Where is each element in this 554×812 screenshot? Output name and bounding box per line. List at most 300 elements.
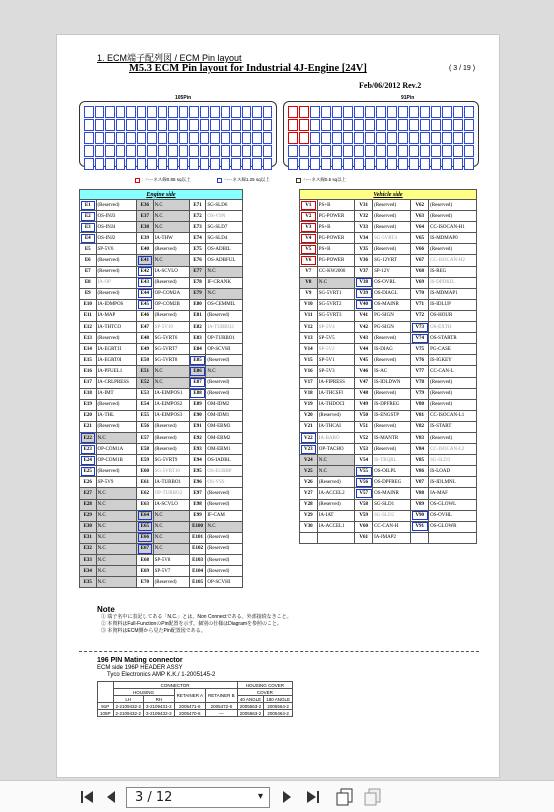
two-page-button[interactable] [362,787,384,807]
pin-function: CC-ISOCAN-H1 [429,222,477,233]
connector-pin [453,145,463,157]
pin-number: E74 [189,233,206,244]
pin-function: (Reserved) [429,432,477,443]
pin-number: V3 [300,222,318,233]
connector-pin [189,119,199,131]
connector-pin [365,145,375,157]
pin-function: SP-5V2 [317,344,355,355]
connector-pin [332,145,342,157]
pin-number: E80 [189,299,206,310]
pin-row [80,288,243,299]
pin-function: IA-OP [96,277,137,288]
pin-function: (Reserved) [206,532,243,543]
connector-pin [168,119,178,131]
pin-number: V18 [300,388,318,399]
pin-function: IS-TRQRL [373,455,411,466]
pin-row [300,333,477,344]
legend-085: : ハーネス線0.85 sq以上 [135,177,191,183]
pin-number: V17 [300,377,318,388]
pin-function: OP-TURBO1 [206,333,243,344]
pin-number: V9 [300,288,318,299]
pin-function: (Reserved) [429,388,477,399]
connector-pin [299,132,309,144]
pin-function: IS-DPFREG [373,399,411,410]
connector-pin [288,119,298,131]
pin-number: E44 [137,288,154,299]
connector-pin [263,119,273,131]
pin-function: OS-MAINR [373,299,411,310]
pin-function: (Reserved) [373,421,411,432]
connector-pin [310,119,320,131]
pin-number: E53 [137,388,154,399]
pin-function: IA-EGRT1I [96,344,137,355]
pin-row [80,255,243,266]
pin-function: IA-THW [153,233,189,244]
pin-number: E73 [189,222,206,233]
pin-function: IA-FIPRESS [317,377,355,388]
pin-function: OM-EBM3 [206,421,243,432]
pin-function: (Reserved) [96,255,137,266]
pin-function: OS-GLOWR [429,521,477,532]
pin-function: N.C [96,510,137,521]
pin-function: IA-ACCEL2 [317,488,355,499]
pin-number: E18 [80,388,97,399]
pin-row [300,310,477,321]
pin-number: E94 [189,455,206,466]
mating-title: 196 PIN Mating connector [97,657,183,664]
pin-row [300,521,477,532]
pin-function: OS-HOUR [429,310,477,321]
connector-pin [252,106,262,118]
pin-function: (Reserved) [153,244,189,255]
pin-number: V53 [355,444,373,455]
pin-number: E100 [189,521,206,532]
pin-function: CC-ISOCAN-L2 [429,444,477,455]
pin-number: E10 [80,299,97,310]
pin-number: E33 [80,555,97,566]
pin-number: V24 [300,455,318,466]
pin-function: OS-EGRBP [206,466,243,477]
pin-function: SG-5VRT6 [153,333,189,344]
pin-function: IA-SCVLO [153,499,189,510]
connector-pin [310,132,320,144]
pin-function: OP-SCVHI [206,577,243,588]
pin-function: OM-IDM1 [206,410,243,421]
pin-number: E59 [137,455,154,466]
pin-function: OM-EBM1 [206,444,243,455]
pin-row [80,200,243,211]
connector-pin [116,119,126,131]
connector-pin [354,158,364,170]
pin-number: E66 [137,532,154,543]
connector-pin [231,145,241,157]
pin-number: V77 [411,366,429,377]
fit-page-icon [336,788,354,806]
pin-function: OS-GLOWL [429,499,477,510]
pin-function: SG-5VRT2 [317,299,355,310]
pin-function: OP-COM2B [153,299,189,310]
pin-function: (Reserved) [429,399,477,410]
connector-pin [420,145,430,157]
pin-number: E103 [189,555,206,566]
pin-number: V7 [300,266,318,277]
pin-number: E2 [80,211,97,222]
connector-pin [431,119,441,131]
legend-125: ハーネス線1.25 sq以上 [217,177,270,183]
pin-number: V70 [411,288,429,299]
connector-pin [409,132,419,144]
last-page-icon [305,789,321,805]
pin-function: N.C [153,532,189,543]
connector-pin [242,106,252,118]
connector-pin [158,106,168,118]
pin-function: SG-5VRT10 [153,466,189,477]
pin-number: V46 [355,366,373,377]
pin-function [429,532,477,543]
pin-function: SP-5V10 [153,322,189,333]
pin-number: E57 [137,432,154,443]
connector-pin [321,145,331,157]
pin-function: (Reserved) [206,488,243,499]
pin-function: SG-SLD6 [206,200,243,211]
pin-function: (Reserved) [153,577,189,588]
connector-pin [242,119,252,131]
pin-number: E29 [80,510,97,521]
pin-number: E93 [189,444,206,455]
fit-page-button[interactable] [334,787,356,807]
pin-number: V38 [355,277,373,288]
pin-function: (Reserved) [206,499,243,510]
pin-number: V48 [355,388,373,399]
first-page-button[interactable] [76,787,98,807]
pin-function: OP-COM2A [153,288,189,299]
pin-function: OS-VSN [206,211,243,222]
pin-row [80,432,243,443]
connector-pin [200,132,210,144]
connector-pin [231,119,241,131]
pin-number: E62 [137,488,154,499]
pin-function: IA-THL [96,410,137,421]
pin-function: (Reserved) [373,355,411,366]
pin-function: N.C [96,499,137,510]
pin-function: SG-5VRT3 [317,310,355,321]
pin-row [300,233,477,244]
pin-number: E23 [80,444,97,455]
pin-function: (Reserved) [373,444,411,455]
last-page-button[interactable] [302,787,324,807]
pin-row [80,521,243,532]
two-page-icon [364,788,382,806]
pin-function: (Reserved) [153,432,189,443]
pin-row [80,566,243,577]
pin-number: V14 [300,344,318,355]
connector-pin [221,145,231,157]
pin-number: E88 [189,388,206,399]
pin-number: V44 [355,344,373,355]
pin-number: E32 [80,543,97,554]
pin-number: E92 [189,432,206,443]
pin-function: (Reserved) [96,266,137,277]
connector-pin [321,119,331,131]
pin-function: N.C [153,366,189,377]
pin-number: V62 [411,200,429,211]
pin-row [80,344,243,355]
connector-pin [464,158,474,170]
connector-pin [365,132,375,144]
pin-number: V23 [300,444,318,455]
pin-function: IA-THCAI [317,421,355,432]
connector-pin [464,106,474,118]
pin-function: (Reserved) [96,333,137,344]
pin-row [80,444,243,455]
pin-number: V64 [411,222,429,233]
pin-number: E87 [189,377,206,388]
pin-function: SG-SLD3 [429,455,477,466]
pin-function: N.C [96,543,137,554]
pin-row [300,421,477,432]
connector-pin [168,106,178,118]
pin-number: E54 [137,399,154,410]
pin-function: IS-IDLDWN [373,377,411,388]
pin-function: IA-MAF [429,488,477,499]
connector-pin [200,145,210,157]
pin-row [300,377,477,388]
page-selector[interactable] [126,787,270,808]
pin-number: E70 [137,577,154,588]
mating-cell: 2005472-6 [206,703,238,710]
pin-number: V31 [355,200,373,211]
pin-function: SG-5VRT7 [153,344,189,355]
pin-number: E91 [189,421,206,432]
pin-function: (Reserved) [429,377,477,388]
pin-function: (Reserved) [373,388,411,399]
connector-pin [453,158,463,170]
pin-number: E36 [137,200,154,211]
connector-pin [431,106,441,118]
connector-pin [210,132,220,144]
connector-pin [263,132,273,144]
pin-function: N.C [153,543,189,554]
pin-function [317,532,355,543]
connector-pin [464,119,474,131]
connector-pin [179,145,189,157]
pin-number: E63 [137,499,154,510]
connector-pin [210,145,220,157]
connector-pin [137,106,147,118]
connector-pin [332,119,342,131]
pin-row [300,532,477,543]
pin-number: E47 [137,322,154,333]
pin-function: SP-5V6 [96,244,137,255]
connector-pin [263,158,273,170]
pin-row [300,410,477,421]
pin-number: E55 [137,410,154,421]
pin-number: V89 [411,499,429,510]
connector-pin [126,158,136,170]
pin-number: E24 [80,455,97,466]
pin-number: V58 [355,499,373,510]
pin-number: E90 [189,410,206,421]
pin-row [80,510,243,521]
pin-number: V66 [411,244,429,255]
engine-side-title: Engine side [80,190,243,200]
pin-function: IA-SCVLO [153,266,189,277]
pin-row [300,277,477,288]
pin-number: E96 [189,477,206,488]
pin-function: (Reserved) [96,200,137,211]
divider [79,651,479,652]
mating-cell: 3-2109432-2 [144,710,175,717]
mating-line2: Tyco Electronics AMP K.K./ 1-2005145-2 [107,672,216,678]
connector-pin [387,145,397,157]
note-line: ③ 本資料はECM側から見たPin配置図である。 [101,628,206,634]
pin-function: (Reserved) [96,288,137,299]
pin-number: V33 [355,222,373,233]
connector-pin [299,106,309,118]
connector-pin [179,132,189,144]
pin-function: IA-EIMPOS3 [153,410,189,421]
connector-pin [158,119,168,131]
pin-number: E75 [189,244,206,255]
pin-number: E30 [80,521,97,532]
th-connector: CONNECTOR [113,682,237,689]
connector-pin [431,158,441,170]
connector-pin [221,106,231,118]
connector-91pin [283,101,479,167]
connector-pin [442,158,452,170]
pin-number: E81 [189,310,206,321]
pin-function: OP-COM1A [96,444,137,455]
pin-row [300,344,477,355]
pin-number: E50 [137,355,154,366]
pin-function: (Reserved) [206,543,243,554]
pin-function: (Reserved) [317,410,355,421]
connector-pin [137,132,147,144]
pin-function: IA-THDOCI [317,399,355,410]
pin-function: SG-SLD2 [373,510,411,521]
pin-function: IS-LOAD [429,466,477,477]
connector-pin [310,145,320,157]
pin-number: E71 [189,200,206,211]
pin-number: V37 [355,266,373,277]
note-line: ① 端子名中に表記してある「N.C.」とは、Non Connectである。外部接続なきこと。 [101,614,292,620]
viewer-toolbar [0,780,554,812]
pin-function: N.C [153,200,189,211]
revision-date: Feb/06/2012 Rev.2 [359,81,422,90]
pin-function: N.C [153,211,189,222]
pin-number: E102 [189,543,206,554]
connector-pin [420,119,430,131]
pin-number: V40 [355,299,373,310]
pin-number: E61 [137,477,154,488]
pin-number: E104 [189,566,206,577]
pin-function: CC-CAN-H [373,521,411,532]
connector-pin [299,119,309,131]
pin-function: SG-5VRT1 [317,288,355,299]
connector-label-91: 91Pin [401,95,415,101]
mating-cell: 2005564-2 [264,703,293,710]
pin-number: E19 [80,399,97,410]
pin-function: IA-THCSFI [317,388,355,399]
pin-row [80,499,243,510]
mating-cell: 105P [98,710,114,717]
mating-cell: 2-2109432-2 [113,710,144,717]
pin-number: E97 [189,488,206,499]
pin-number: V4 [300,233,318,244]
pin-number: E56 [137,421,154,432]
connector-pin [179,158,189,170]
connector-pin [200,119,210,131]
pin-number: E17 [80,377,97,388]
pin-number: E37 [137,211,154,222]
mating-cell: 3-2109431-2 [144,703,175,710]
mating-cell: 91P [98,703,114,710]
connector-pin [321,158,331,170]
pin-number: V83 [411,432,429,443]
connector-pin [354,145,364,157]
connector-pin [200,158,210,170]
connector-pin [365,119,375,131]
pin-function: SG-5VRT9 [153,455,189,466]
pin-number: V39 [355,288,373,299]
pin-function: OM-IDM2 [206,399,243,410]
connector-pin [221,132,231,144]
connector-pin [310,158,320,170]
connector-pin [343,145,353,157]
pin-number: V88 [411,488,429,499]
pin-function: N.C [153,255,189,266]
pin-number: V65 [411,233,429,244]
pin-number: V68 [411,266,429,277]
connector-pin [210,119,220,131]
pin-number: V85 [411,455,429,466]
connector-pin [409,119,419,131]
pin-number: V6 [300,255,318,266]
pin-function: CC-ISOCAN-H2 [429,255,477,266]
connector-pin [116,145,126,157]
pin-number: E65 [137,521,154,532]
connector-pin [147,145,157,157]
connector-pin [442,145,452,157]
pin-number: V29 [300,510,318,521]
pin-function: N.C [317,277,355,288]
prev-page-button[interactable] [100,787,122,807]
connector-pin [179,106,189,118]
pin-number [411,532,429,543]
pin-number: V52 [355,432,373,443]
pin-number [300,532,318,543]
pin-number: V73 [411,322,429,333]
pin-number: V16 [300,366,318,377]
pin-function: N.C [153,521,189,532]
mating-cell: 2005464-2 [264,710,293,717]
pin-row [80,466,243,477]
pin-function: SG-12VRT [373,255,411,266]
connector-pin [147,132,157,144]
connector-pin [242,132,252,144]
pin-number: V43 [355,333,373,344]
pin-function: PG-POWER [317,233,355,244]
page-input[interactable]: 3 / 12 [135,790,173,805]
pin-function: OS-OILPL [373,466,411,477]
pin-function: IF-CRANK [206,277,243,288]
pin-function: OS-ADBFUL [206,255,243,266]
connector-pin [147,106,157,118]
connector-pin [442,132,452,144]
pin-row [80,322,243,333]
pin-row [80,399,243,410]
next-page-button[interactable] [276,787,298,807]
